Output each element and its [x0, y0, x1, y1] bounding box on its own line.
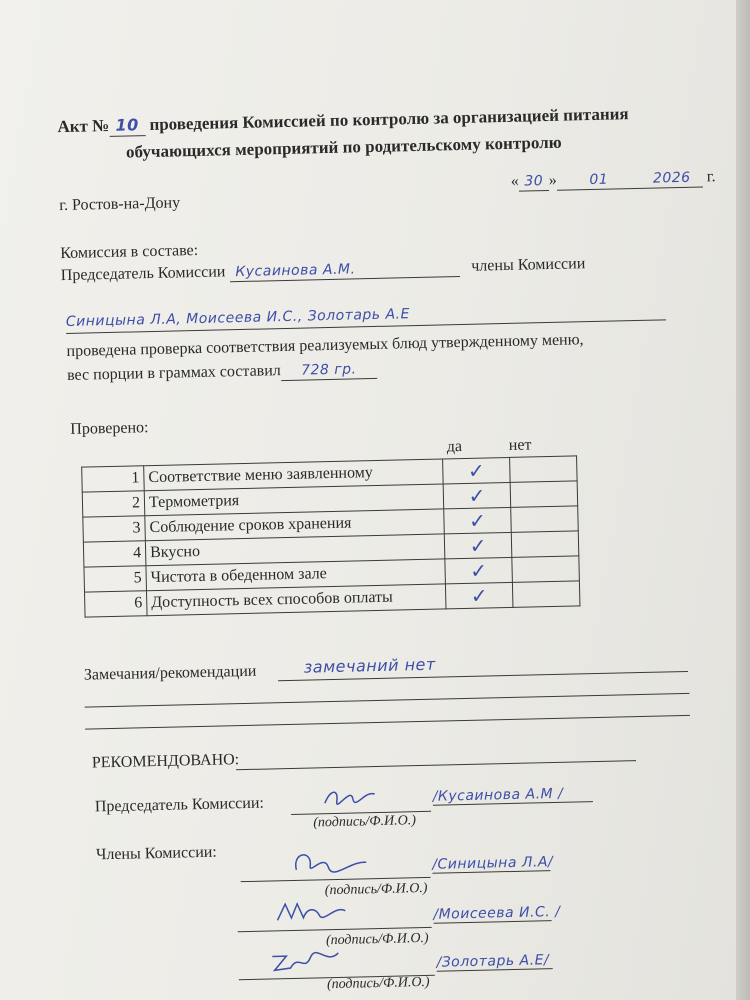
date-year: 2026: [652, 169, 691, 187]
row-criterion: Чистота в обеденном зале: [146, 559, 445, 591]
date-month: 01: [589, 171, 609, 189]
chair-label: Председатель Комиссии: [60, 263, 226, 285]
check-mark-icon: ✓: [468, 508, 487, 533]
sig-members-label: Члены Комиссии:: [95, 843, 217, 864]
row-no-cell: [511, 531, 579, 558]
check-mark-icon: ✓: [469, 558, 488, 583]
act-date: « 30 » 01 2026 г.: [510, 168, 716, 190]
check-mark-icon: ✓: [469, 533, 487, 558]
member1-signature-scribble: [290, 846, 371, 878]
row-yes-cell: [445, 582, 513, 609]
row-number: 5: [84, 566, 147, 592]
remarks-handwritten: замечаний нет: [303, 654, 436, 677]
chair-name-handwritten: Кусаинова А.М.: [235, 261, 356, 281]
member1-sig-name: /Синицына Л.А/: [432, 854, 554, 873]
chair-sig-name: /Кусаинова А.М /: [433, 785, 593, 806]
col-no-header: нет: [508, 436, 532, 454]
act-prefix: Акт №: [57, 115, 110, 137]
member3-sig-caption: (подпись/Ф.И.О.): [326, 974, 430, 993]
remarks-label: Замечания/рекомендации: [83, 662, 257, 684]
row-criterion: Соответствие меню заявленному: [144, 459, 443, 491]
row-number: 6: [85, 591, 148, 617]
row-number: 1: [82, 466, 145, 492]
date-day: 30: [524, 173, 544, 190]
remarks-blank-line-1: [85, 693, 690, 708]
recommended-label: РЕКОМЕНДОВАНО:: [91, 751, 240, 772]
portion-weight-handwritten: 728 гр.: [300, 361, 357, 379]
sig-chair-label: Председатель Комиссии:: [94, 794, 265, 816]
row-criterion: Вкусно: [145, 534, 444, 566]
row-no-cell: [512, 581, 580, 608]
act-title-line2: обучающихся мероприятий по родительскому контролю: [125, 132, 562, 162]
members-label: члены Комиссии: [471, 255, 586, 275]
recommended-line: [236, 760, 636, 770]
row-yes-cell: [443, 457, 511, 484]
commission-intro: Комиссия в составе:: [60, 241, 199, 263]
row-criterion: Доступность всех способов оплаты: [146, 584, 445, 616]
row-number: 3: [83, 516, 146, 542]
city: г. Ростов-на-Дону: [59, 194, 181, 215]
chair-signature-scribble: [320, 784, 381, 809]
member2-signature-scribble: [273, 897, 354, 929]
remarks-blank-line-2: [85, 715, 690, 730]
check-text-line2: вес порции в граммах составил 728 гр.: [67, 360, 377, 386]
row-yes-cell: [444, 507, 512, 534]
row-number: 4: [83, 541, 146, 567]
chair-sig-caption: (подпись/Ф.И.О.): [313, 813, 417, 831]
row-no-cell: [512, 556, 580, 583]
row-yes-cell: [445, 557, 513, 584]
member1-signature-line: [240, 855, 430, 882]
member3-signature-scribble: [268, 945, 349, 977]
check-mark-icon: ✓: [468, 483, 486, 508]
member2-signature-line: [237, 905, 431, 932]
chair-signature-line: [291, 789, 431, 815]
member3-sig-name: /Золотарь А.Е/: [436, 952, 552, 972]
row-no-cell: [510, 456, 578, 483]
act-title-text1: проведения Комиссией по контролю за организацией питания: [149, 104, 629, 135]
row-yes-cell: [444, 532, 512, 559]
check-mark-icon: ✓: [470, 583, 488, 608]
row-no-cell: [511, 506, 579, 533]
member2-sig-caption: (подпись/Ф.И.О.): [325, 930, 429, 949]
checks-table: [81, 455, 580, 617]
check-mark-icon: ✓: [467, 458, 486, 483]
checked-label: Проверено:: [70, 419, 149, 438]
row-yes-cell: [443, 482, 511, 509]
members-names-handwritten: Синицына Л.А, Моисеева И.С., Золотарь А.Е: [65, 306, 411, 330]
act-number: 10: [115, 115, 140, 135]
row-no-cell: [510, 481, 578, 508]
row-number: 2: [82, 491, 145, 517]
member2-sig-name: /Моисеева И.С. /: [433, 903, 561, 923]
col-yes-header: да: [446, 438, 463, 456]
check-text-line1: проведена проверка соответствия реализуемых блюд утвержденному меню,: [66, 331, 584, 360]
row-criterion: Термометрия: [144, 484, 443, 516]
members-line: [66, 299, 666, 334]
row-criterion: Соблюдение сроков хранения: [145, 509, 444, 541]
member1-sig-caption: (подпись/Ф.И.О.): [324, 880, 428, 899]
remarks-line: [278, 649, 688, 681]
